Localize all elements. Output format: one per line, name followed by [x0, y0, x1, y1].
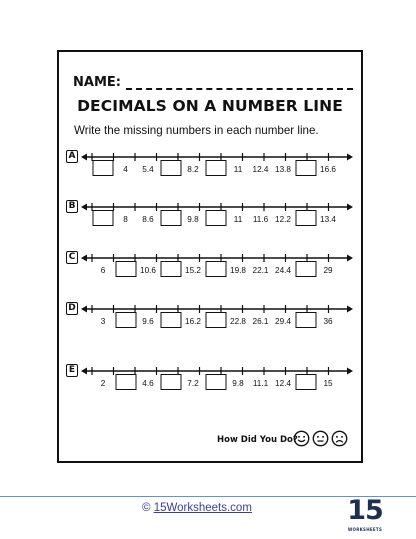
copyright-symbol: ©	[142, 502, 151, 514]
arrow-right-icon	[347, 204, 353, 211]
problem-letter-badge: E	[66, 364, 78, 377]
answer-box[interactable]	[295, 160, 316, 176]
number-line-value: 16.2	[185, 317, 201, 326]
number-line-value: 29.4	[275, 317, 291, 326]
number-line-problem-e	[59, 364, 361, 404]
number-line-problem-a	[59, 150, 361, 190]
problem-letter-badge: C	[66, 251, 78, 264]
number-line-value: 4	[123, 165, 128, 174]
answer-box[interactable]	[205, 160, 226, 176]
number-line-value: 9.6	[142, 317, 154, 326]
answer-box[interactable]	[295, 261, 316, 277]
answer-box[interactable]	[160, 374, 181, 390]
answer-box[interactable]	[160, 261, 181, 277]
number-line-value: 2	[100, 379, 106, 388]
number-line-value: 8.6	[142, 215, 154, 224]
number-line-value: 4.6	[142, 379, 154, 388]
number-line-value: 15.2	[185, 266, 201, 275]
sad-face-icon[interactable]	[331, 430, 348, 447]
number-line-value: 13.8	[275, 165, 291, 174]
arrow-right-icon	[347, 368, 353, 375]
arrow-left-icon	[81, 368, 87, 375]
number-line-value: 15	[323, 379, 333, 388]
number-line-value: 19.8	[230, 266, 246, 275]
self-check-label: How Did You Do?	[217, 435, 298, 445]
answer-box[interactable]	[115, 261, 136, 277]
worksheet-title: DECIMALS ON A NUMBER LINE	[77, 97, 343, 115]
number-line-value: 11	[233, 215, 243, 224]
number-line-value: 8.2	[187, 165, 199, 174]
name-label: NAME:	[73, 75, 121, 90]
number-line-value: 9.8	[187, 215, 199, 224]
number-line-value: 26.1	[252, 317, 269, 326]
number-line-value: 8	[123, 215, 128, 224]
answer-box[interactable]	[115, 374, 136, 390]
answer-box[interactable]	[205, 210, 226, 226]
number-line-value: 11.1	[252, 379, 269, 388]
number-line-value: 12.4	[252, 165, 269, 174]
arrow-right-icon	[347, 306, 353, 313]
problem-letter-badge: D	[66, 302, 78, 315]
answer-box[interactable]	[93, 160, 114, 176]
number-line-value: 16.6	[320, 165, 336, 174]
arrow-left-icon	[81, 255, 87, 262]
arrow-left-icon	[81, 204, 87, 211]
logo-number: 15	[347, 495, 383, 526]
number-line-value: 36	[323, 317, 333, 326]
number-line-value: 7.2	[187, 379, 199, 388]
number-line-problem-b	[59, 200, 361, 240]
logo-wordmark: WORKSHEETS	[347, 527, 383, 532]
answer-box[interactable]	[295, 210, 316, 226]
problem-letter-badge: A	[66, 150, 78, 163]
problem-letter-badge: B	[66, 200, 78, 213]
happy-face-icon[interactable]	[293, 430, 310, 447]
name-field[interactable]	[126, 78, 353, 90]
answer-box[interactable]	[115, 312, 136, 328]
answer-box[interactable]	[160, 210, 181, 226]
answer-box[interactable]	[205, 374, 226, 390]
arrow-left-icon	[81, 306, 87, 313]
number-line-value: 24.4	[275, 266, 291, 275]
worksheet	[57, 50, 363, 463]
number-line-value: 9.8	[232, 379, 244, 388]
number-line-value: 22.8	[230, 317, 246, 326]
number-line-problem-c	[59, 251, 361, 291]
footer-credit[interactable]	[142, 502, 252, 514]
neutral-face-icon[interactable]	[312, 430, 329, 447]
number-line-value: 12.4	[275, 379, 291, 388]
answer-box[interactable]	[160, 312, 181, 328]
arrow-right-icon	[347, 255, 353, 262]
number-line-value: 10.6	[140, 266, 156, 275]
number-line-value: 12.2	[275, 215, 291, 224]
arrow-left-icon	[81, 154, 87, 161]
number-line-value: 5.4	[142, 165, 154, 174]
number-line-value: 29	[323, 266, 333, 275]
answer-box[interactable]	[160, 160, 181, 176]
answer-box[interactable]	[93, 210, 114, 226]
number-line-value: 3	[100, 317, 106, 326]
number-line-value: 6	[100, 266, 106, 275]
answer-box[interactable]	[295, 374, 316, 390]
answer-box[interactable]	[205, 261, 226, 277]
site-logo	[347, 495, 383, 535]
instructions: Write the missing numbers in each number line.	[74, 124, 319, 137]
answer-box[interactable]	[205, 312, 226, 328]
number-line-value: 11.6	[252, 215, 269, 224]
number-line-value: 22.1	[252, 266, 269, 275]
arrow-right-icon	[347, 154, 353, 161]
number-line-problem-d	[59, 302, 361, 342]
number-line-value: 13.4	[320, 215, 336, 224]
site-link[interactable]: 15Worksheets.com	[153, 502, 252, 514]
number-line-value: 11	[233, 165, 243, 174]
answer-box[interactable]	[295, 312, 316, 328]
name-row	[73, 74, 353, 90]
